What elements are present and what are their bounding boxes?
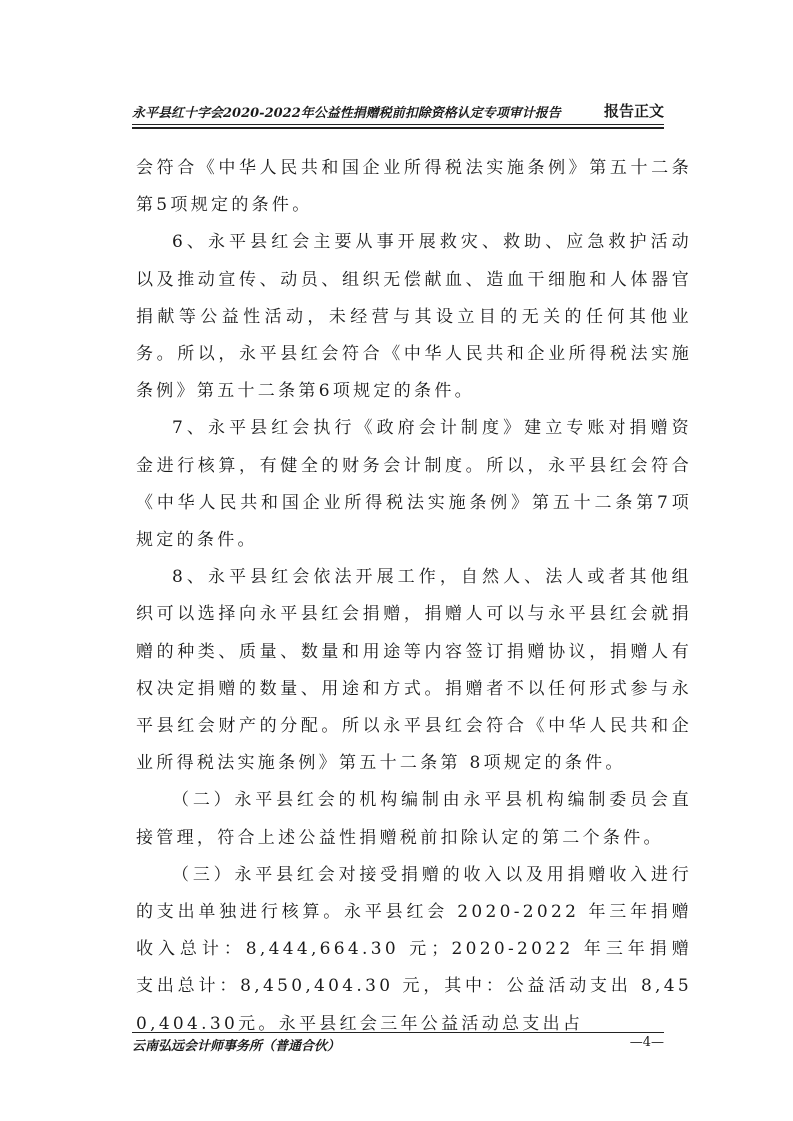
header-rule [132, 124, 664, 125]
page-header [132, 98, 664, 124]
section-label: 报告正文 [603, 102, 664, 120]
footer-rule [132, 1032, 664, 1033]
report-title: 永平县红十字会2020-2022年公益性捐赠税前扣除资格认定专项审计报告 [132, 106, 561, 121]
firm-name: 云南弘远会计师事务所（普通合伙） [132, 1039, 341, 1054]
page-footer [132, 1034, 664, 1056]
paragraph-section-2: （二）永平县红会的机构编制由永平县机构编制委员会直接管理，符合上述公益性捐赠税前扣除认定的第二个条件。 [136, 790, 692, 848]
header-rule-thick [132, 127, 664, 129]
paragraph-item-6: 6、永平县红会主要从事开展救灾、救助、应急救护活动以及推动宣传、动员、组织无偿献血、造血干细胞和人体器官捐献等公益性活动，未经营与其设立目的无关的任何其他业务。所以，永平县红会符合《中华人民共和企业所得税法实施条例》第五十二条第6项规定的条件。 [136, 232, 692, 402]
paragraph-item-7: 7、永平县红会执行《政府会计制度》建立专账对捐赠资金进行核算，有健全的财务会计制度。所以，永平县红会符合《中华人民共和国企业所得税法实施条例》第五十二条第7项规定的条件。 [136, 418, 692, 551]
page-number: —4— [629, 1035, 664, 1050]
paragraph-continuation: 会符合《中华人民共和国企业所得税法实施条例》第五十二条第5项规定的条件。 [136, 158, 692, 216]
paragraph-item-8: 8、永平县红会依法开展工作，自然人、法人或者其他组织可以选择向永平县红会捐赠，捐赠人可以与永平县红会就捐赠的种类、质量、数量和用途等内容签订捐赠协议，捐赠人有权决定捐赠的数量、用途和方式。捐赠者不以任何形式参与永平县红会财产的分配。所以永平县红会符合《中华人民共和企业所得税法实施条例》第五十二条第 8项规定的条件。 [136, 567, 692, 774]
report-body [136, 150, 692, 1043]
paragraph-section-3: （三）永平县红会对接受捐赠的收入以及用捐赠收入进行的支出单独进行核算。永平县红会 2020-2022 年三年捐赠收入总计：8,444,664.30 元；2020-2022 年三年捐赠支出总计：8,450,404.30 元，其中：公益活动支出 8,450,404.30元。永平县红会三年公益活动总支出占 [136, 864, 692, 1034]
